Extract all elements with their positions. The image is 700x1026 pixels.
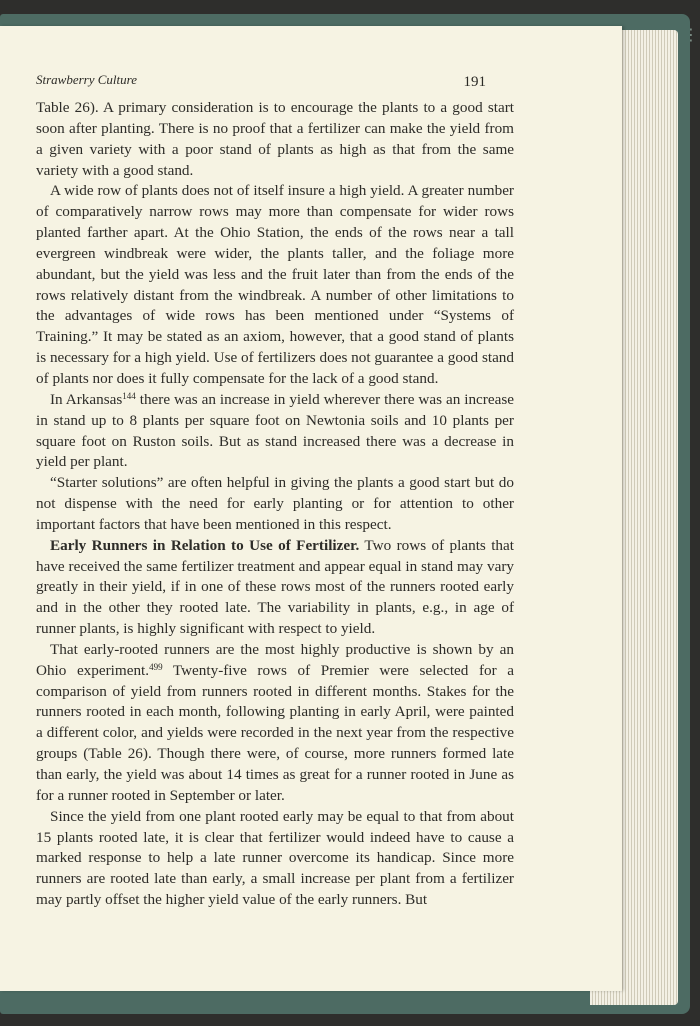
paragraph-5: [36, 536, 514, 640]
section-heading: Early Runners in Relation to Use of Fertilizer.: [50, 536, 360, 554]
binding-mark-icon: ⋮: [683, 25, 699, 44]
page-body: [36, 98, 514, 911]
paragraph-3-text-a: In Arkansas: [50, 390, 123, 408]
footnote-ref-499: 499: [149, 661, 163, 672]
page-number: 191: [463, 74, 486, 90]
paragraph-6-text-b: Twenty-five rows of Premier were selected for a comparison of yield from runners rooted in different months. Stakes for the runners rooted in each month, following planting in early April, were painted a different color, and yields were recorded in the next year from the respective groups (Table 26). Though there were, of course, more runners formed late than early, the yield was about 14 times as great for a runner rooted in June as for a runner rooted in September or later.: [36, 661, 514, 804]
paragraph-3: [36, 390, 514, 473]
page-header: [36, 72, 486, 96]
paragraph-5-text: Two rows of plants that have received the same fertilizer treatment and appear equal in stand may vary greatly in their yield, if in one of these rows most of the runners rooted early and in the other they rooted late. The variability in plants, e.g., in age of runner plants, is highly significant with respect to yield.: [36, 536, 514, 638]
paragraph-6-text-a: That early-rooted runners are the most highly productive is shown by an Ohio experiment.: [36, 640, 514, 679]
footnote-ref-144: 144: [122, 390, 136, 401]
paragraph-1: Table 26). A primary consideration is to encourage the plants to a good start soon after planting. There is no proof that a fertilizer can make the yield from a given variety with a poor stand of plants as high as that from the same variety with a good stand.: [36, 99, 514, 179]
paragraph-3-text-b: there was an increase in yield wherever there was an increase in stand up to 8 plants per square foot on Newtonia soils and 10 plants per square foot on Ruston soils. But as stand increased there was a decrease in yield per plant.: [36, 390, 514, 471]
paragraph-6: [36, 640, 514, 807]
paragraph-2: A wide row of plants does not of itself insure a high yield. A greater number of comparatively narrow rows may more than compensate for wider rows planted farther apart. At the Ohio Station, the ends of the rows near a tall evergreen windbreak were wider, the plants taller, and the foliage more abundant, but the yield was less and the fruit later than from the ends of the rows relatively distant from the windbreak. A number of other limitations to the advantages of wide rows has been mentioned under “Systems of Training.” It may be stated as an axiom, however, that a good stand of plants is necessary for a high yield. Use of fertilizers does not guarantee a good stand of plants nor does it fully compensate for the lack of a good stand.: [36, 182, 514, 387]
running-head: Strawberry Culture: [36, 72, 137, 87]
paragraph-4: “Starter solutions” are often helpful in giving the plants a good start but do not dispense with the need for early planting or for attention to other important factors that have been mentioned in this respect.: [36, 474, 514, 533]
paragraph-7: Since the yield from one plant rooted early may be equal to that from about 15 plants rooted late, it is clear that fertilizer would indeed have to cause a marked response to help a late runner overcome its handicap. Since more runners are rooted late than early, a small increase per plant from a fertilizer may partly offset the higher yield value of the early runners. But: [36, 807, 514, 909]
